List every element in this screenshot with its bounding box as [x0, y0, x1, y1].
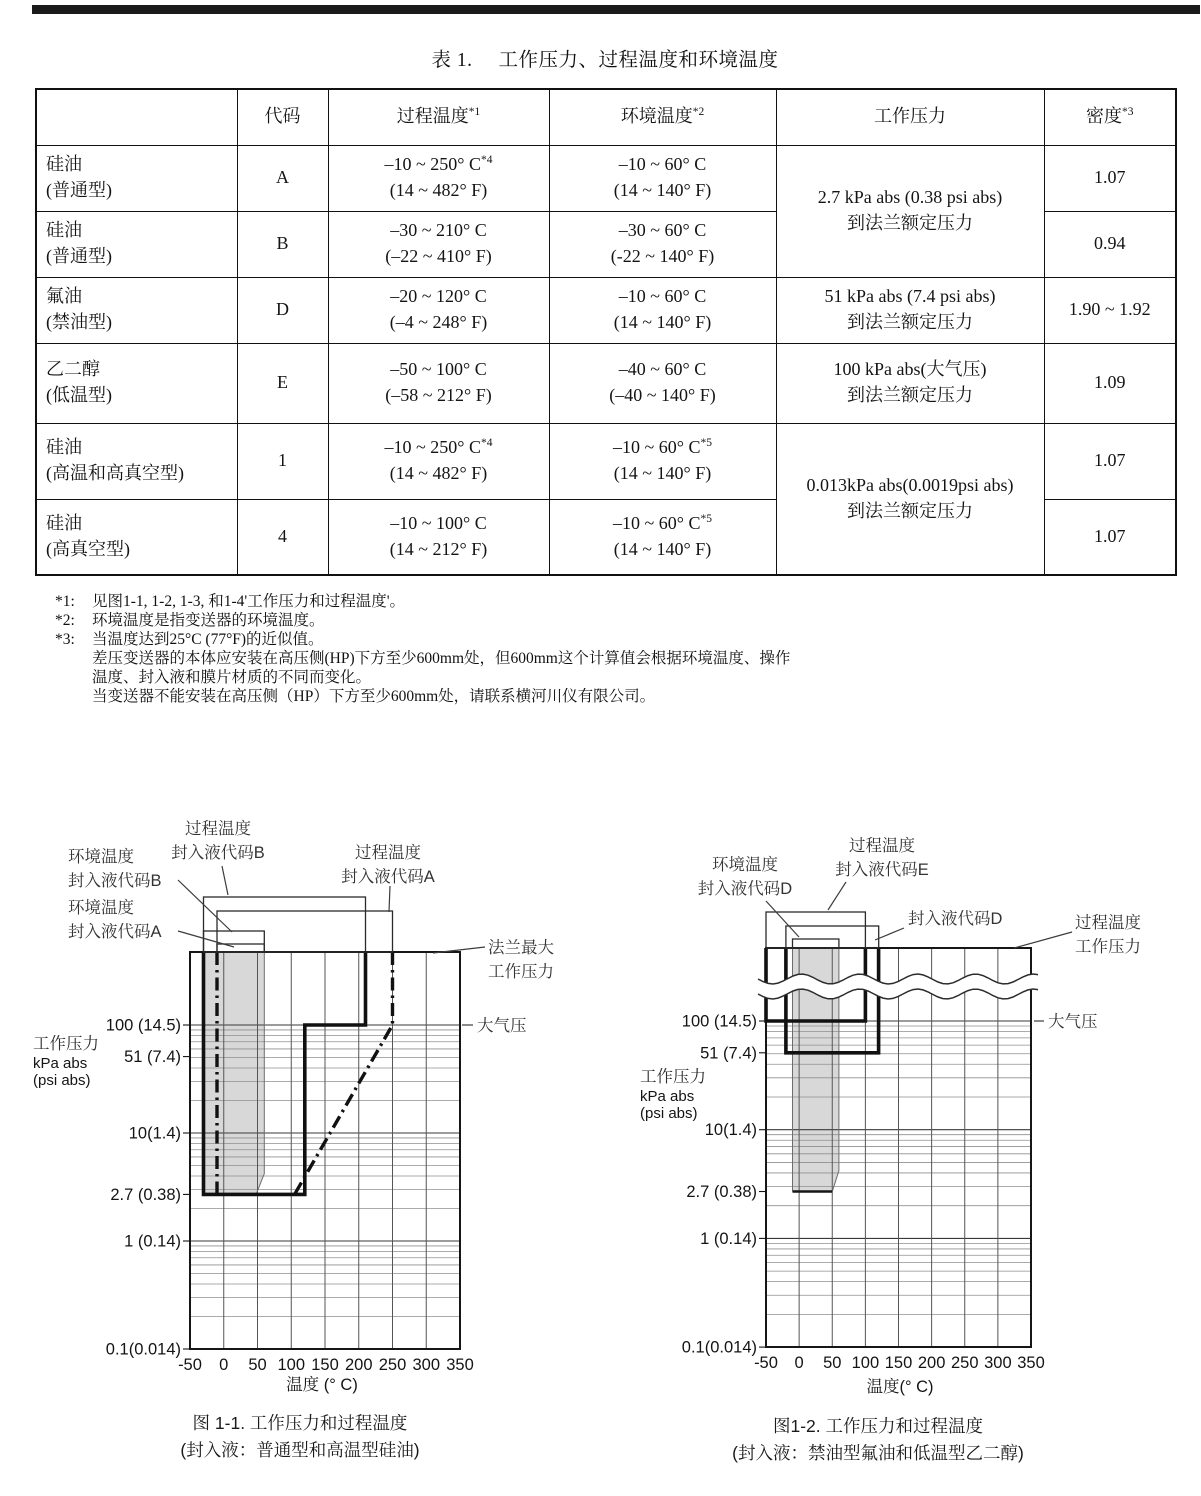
x-tick-label: 100 [851, 1354, 880, 1372]
temp-range: (–40 ~ 140° F) [609, 385, 716, 405]
cell-code: 1 [237, 423, 328, 499]
working-pressure-line: 100 kPa abs(大气压) [833, 359, 987, 380]
temp-range: (–4 ~ 248° F) [389, 312, 488, 332]
y-axis-unit: kPa abs [33, 1055, 88, 1072]
annotation-line: 封入液代码B [171, 844, 265, 862]
temp-footnote-ref: *5 [700, 437, 712, 450]
y-tick-label: 0.1(0.014) [105, 1340, 181, 1359]
x-tick-label: 0 [219, 1356, 229, 1374]
cell-code: A [237, 145, 328, 211]
annotation-line: 环境温度 [68, 848, 134, 866]
cell-density: 1.07 [1044, 499, 1176, 575]
temp-range: –30 ~ 60° C [618, 220, 707, 241]
leader-line [1014, 932, 1072, 948]
temp-footnote-ref: *4 [480, 154, 493, 167]
temp-footnote-ref: *4 [480, 437, 493, 450]
envelope-fill-code-A-high-limit [295, 952, 393, 1194]
range-box-ambient-temp-code-A [217, 944, 264, 952]
leader-line [178, 880, 232, 932]
column-header-label: 密度 [1086, 106, 1122, 127]
x-tick-label: 350 [446, 1356, 474, 1374]
annotation-line: 封入液代码A [341, 868, 435, 886]
footnote-marker: *1: [55, 593, 75, 610]
x-tick-label: 150 [884, 1354, 913, 1372]
column-header-footnote-ref: *2 [692, 106, 705, 119]
x-tick-label: 50 [823, 1354, 842, 1372]
y-tick-label: 2.7 (0.38) [686, 1183, 757, 1202]
annotation-line: 法兰最大 [488, 939, 554, 957]
cell-code: 4 [237, 499, 328, 575]
annotation-label [835, 836, 929, 879]
temp-range: (14 ~ 482° F) [389, 180, 488, 200]
figure-caption-subtitle: (封入液：普通型和高温型硅油) [180, 1440, 420, 1460]
temp-range: –20 ~ 120° C [390, 286, 487, 307]
annotation-line: 过程温度 [185, 820, 251, 838]
column-header-label: 环境温度 [620, 106, 693, 127]
annotation-label [488, 938, 555, 981]
annotation-line: 大气压 [1048, 1013, 1098, 1031]
temp-range: (14 ~ 140° F) [613, 312, 712, 332]
annotation-line: 工作压力 [488, 963, 554, 981]
temp-range: (14 ~ 212° F) [389, 538, 488, 559]
figure-1-1 [33, 819, 555, 1460]
working-pressure-line: 51 kPa abs (7.4 psi abs) [824, 286, 996, 307]
fill-liquid-name-line: 硅油 [46, 154, 82, 175]
annotation-line: 环境温度 [68, 899, 134, 917]
y-tick-label: 0.1(0.014) [681, 1338, 757, 1357]
working-pressure-line: 到法兰额定压力 [847, 500, 973, 521]
annotation-label [68, 847, 162, 890]
temp-range: –10 ~ 60° C [613, 437, 701, 458]
working-pressure-line: 到法兰额定压力 [847, 385, 973, 405]
annotation-line: 封入液代码B [68, 872, 162, 890]
footnote-marker: *3: [55, 631, 75, 648]
footnote-line: 当变送器不能安装在高压侧（HP）下方至少600mm处，请联系横河川仪有限公司。 [92, 688, 656, 705]
figure-1-2 [640, 836, 1141, 1463]
temp-range: (14 ~ 140° F) [613, 538, 712, 559]
temp-range: –10 ~ 60° C [618, 154, 707, 175]
y-tick-label: 2.7 (0.38) [110, 1185, 181, 1204]
temp-range: –10 ~ 100° C [390, 513, 487, 534]
annotation-line: 封入液代码E [835, 861, 929, 879]
annotation-line: 大气压 [477, 1017, 527, 1035]
fill-liquid-name-line: 乙二醇 [46, 359, 100, 380]
y-tick-label: 100 (14.5) [681, 1012, 757, 1031]
temp-range: –10 ~ 250° C [384, 154, 481, 175]
fill-liquid-name-line: (低温型) [46, 385, 112, 405]
annotation-label [1075, 913, 1141, 956]
temp-range: –10 ~ 250° C [384, 437, 481, 458]
x-tick-label: 250 [950, 1354, 979, 1372]
footnote-line: 环境温度是指变送器的环境温度。 [92, 612, 325, 629]
x-axis-title: 温度(° C) [866, 1378, 934, 1396]
temp-range: –10 ~ 60° C [618, 286, 707, 307]
ambient-temp-shade [204, 952, 265, 1194]
x-tick-label: 300 [984, 1354, 1012, 1372]
figure-caption-subtitle: (封入液：禁油型氟油和低温型乙二醇) [732, 1443, 1024, 1463]
y-axis-unit: kPa abs [640, 1088, 695, 1105]
y-tick-label: 100 (14.5) [105, 1016, 181, 1035]
footnote-line: 见图1-1, 1-2, 1-3, 和1-4'工作压力和过程温度'。 [92, 593, 405, 610]
cell-density: 1.90 ~ 1.92 [1044, 277, 1176, 343]
temp-footnote-ref: *5 [700, 513, 712, 526]
annotation-label [908, 909, 1003, 928]
column-header-label: 代码 [264, 106, 301, 127]
x-tick-label: 200 [917, 1354, 946, 1372]
y-tick-label: 1 (0.14) [700, 1229, 757, 1248]
leader-line [222, 866, 228, 895]
x-tick-label: -50 [178, 1356, 202, 1374]
annotation-label [698, 855, 793, 898]
y-axis-title: 工作压力 [33, 1035, 99, 1053]
cell-density: 1.09 [1044, 343, 1176, 423]
annotation-label [341, 843, 435, 886]
y-tick-label: 51 (7.4) [700, 1044, 757, 1063]
annotation-label [477, 1016, 527, 1035]
temp-range: (–22 ~ 410° F) [385, 246, 492, 266]
working-pressure-line: 到法兰额定压力 [847, 213, 973, 233]
annotation-label [68, 898, 162, 941]
footnote-marker: *2: [55, 612, 75, 629]
annotation-line: 过程温度 [355, 844, 421, 862]
annotation-line: 封入液代码D [697, 880, 793, 898]
y-tick-label: 1 (0.14) [124, 1232, 181, 1251]
column-header-footnote-ref: *1 [468, 106, 481, 119]
temp-range: –10 ~ 60° C [613, 513, 701, 534]
x-tick-label: 300 [412, 1356, 441, 1374]
fill-liquid-name-line: 硅油 [46, 220, 82, 241]
annotation-label [1048, 1012, 1098, 1031]
leader-line [766, 901, 799, 937]
x-axis-title: 温度 (° C) [286, 1376, 358, 1394]
temp-range: (14 ~ 140° F) [613, 180, 712, 200]
column-header-footnote-ref: *3 [1122, 106, 1134, 119]
y-axis-title: 工作压力 [640, 1068, 706, 1086]
working-pressure-line: 2.7 kPa abs (0.38 psi abs) [817, 187, 1003, 208]
fill-liquid-name-line: (普通型) [46, 246, 112, 266]
table-number: 表 1. [431, 50, 473, 71]
x-tick-label: 250 [378, 1356, 407, 1374]
temp-range: (14 ~ 482° F) [389, 463, 488, 483]
x-tick-label: -50 [754, 1354, 778, 1372]
annotation-line: 封入液代码A [68, 923, 162, 941]
footnote-line: 差压变送器的本体应安装在高压侧(HP)下方至少600mm处，但600mm这个计算值会根据环境温度、操作 [92, 650, 791, 667]
temp-range: (–58 ~ 212° F) [385, 385, 492, 405]
x-tick-label: 150 [311, 1356, 339, 1374]
cell-density: 1.07 [1044, 145, 1176, 211]
fill-liquid-name-line: 硅油 [46, 437, 82, 458]
temp-range: (-22 ~ 140° F) [610, 246, 715, 266]
fill-liquid-name-line: (禁油型) [46, 312, 112, 332]
fill-liquid-name-line: 硅油 [46, 513, 82, 534]
fill-liquid-name-line: (高真空型) [46, 538, 130, 559]
table-title-text: 工作压力、过程温度和环境温度 [498, 50, 779, 71]
figure-caption: 图1-2. 工作压力和过程温度 [772, 1416, 984, 1436]
annotation-line: 过程温度 [849, 837, 915, 855]
x-tick-label: 0 [794, 1354, 804, 1372]
annotation-label [171, 819, 265, 862]
x-tick-label: 200 [344, 1356, 373, 1374]
column-header-label: 过程温度 [396, 106, 469, 127]
x-tick-label: 50 [248, 1356, 267, 1374]
annotation-line: 环境温度 [712, 856, 778, 874]
temp-range: –30 ~ 210° C [390, 220, 487, 241]
x-tick-label: 100 [277, 1356, 306, 1374]
annotation-line: 封入液代码D [908, 910, 1003, 928]
y-tick-label: 51 (7.4) [124, 1048, 181, 1067]
y-tick-label: 10(1.4) [704, 1121, 757, 1140]
fill-liquid-name-line: (普通型) [46, 180, 112, 200]
cell-code: E [237, 343, 328, 423]
y-axis-unit-alt: (psi abs) [640, 1105, 698, 1122]
cell-code: B [237, 211, 328, 277]
fill-liquid-name-line: 氟油 [46, 286, 82, 307]
cell-code: D [237, 277, 328, 343]
temp-range: (14 ~ 140° F) [613, 463, 712, 483]
footnote-line: 当温度达到25°C (77°F)的近似值。 [92, 631, 324, 648]
figure-caption: 图 1-1. 工作压力和过程温度 [192, 1413, 408, 1433]
temp-range: –50 ~ 100° C [390, 359, 487, 380]
working-pressure-line: 0.013kPa abs(0.0019psi abs) [806, 475, 1014, 496]
leader-line [178, 931, 234, 947]
column-header-label: 工作压力 [874, 106, 946, 127]
leader-line [828, 882, 846, 910]
working-pressure-line: 到法兰额定压力 [847, 312, 973, 332]
y-axis-unit-alt: (psi abs) [33, 1072, 91, 1089]
annotation-line: 过程温度 [1075, 914, 1141, 932]
fill-liquid-name-line: (高温和高真空型) [46, 463, 184, 483]
cell-density: 0.94 [1044, 211, 1176, 277]
footnote-line: 温度、封入液和膜片材质的不同而变化。 [92, 669, 372, 686]
leader-line [389, 886, 390, 912]
annotation-line: 工作压力 [1075, 938, 1141, 956]
x-tick-label: 350 [1017, 1354, 1045, 1372]
cell-density: 1.07 [1044, 423, 1176, 499]
range-box-ambient-temp-code-D [793, 939, 839, 948]
temp-range: –40 ~ 60° C [618, 359, 707, 380]
y-tick-label: 10(1.4) [128, 1124, 181, 1143]
